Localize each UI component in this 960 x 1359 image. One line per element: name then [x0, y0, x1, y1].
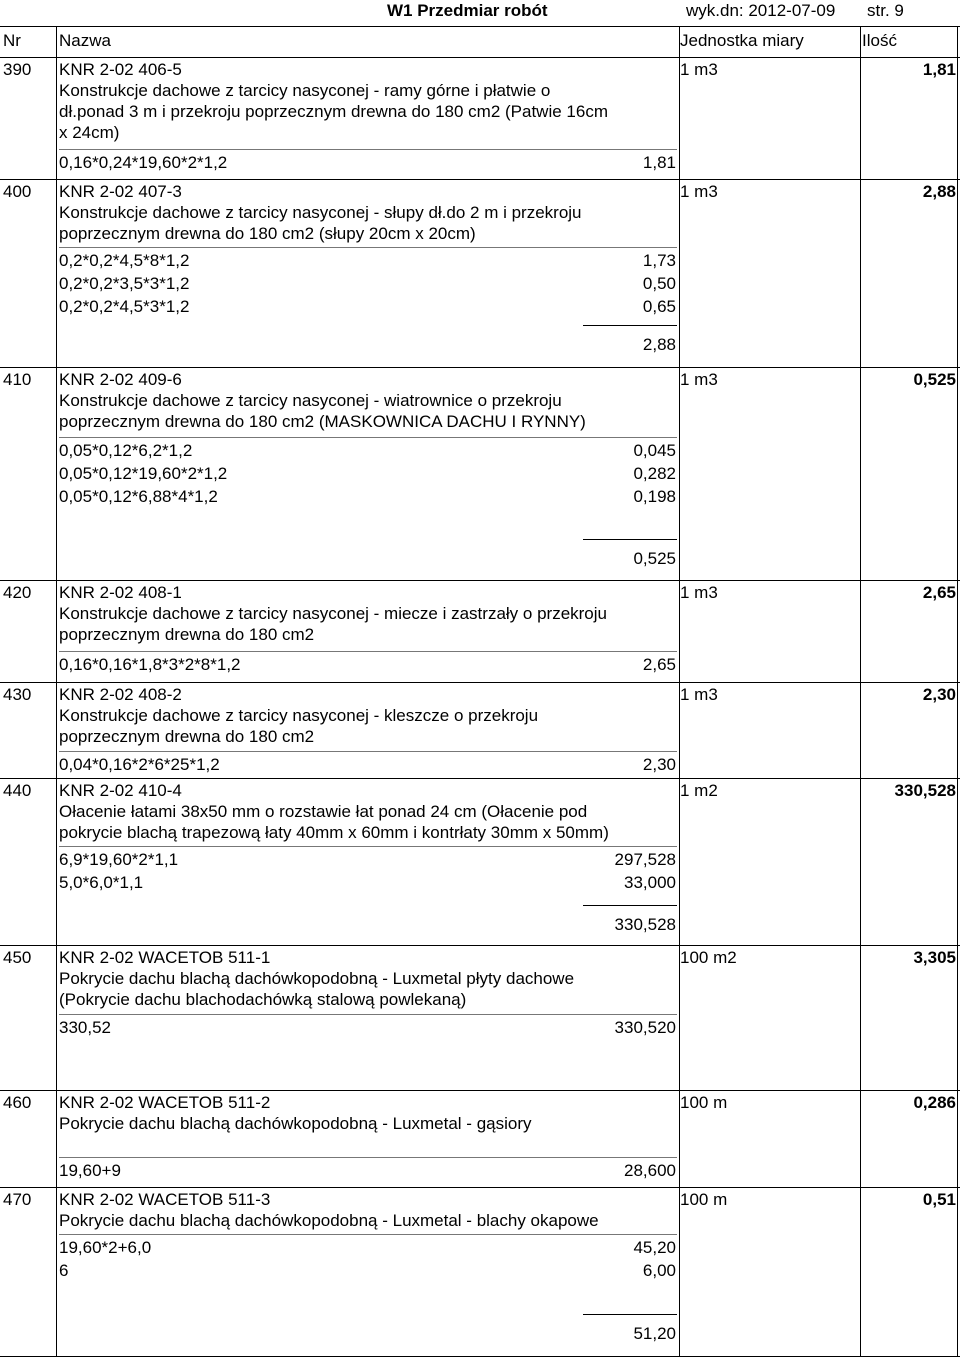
item-number: 460	[3, 1093, 32, 1112]
calculation-value: 297,528	[614, 850, 676, 869]
column-divider	[56, 179, 57, 367]
calculation-value: 0,50	[642, 274, 676, 293]
column-header-nr: Nr	[3, 31, 21, 50]
column-divider	[860, 682, 861, 778]
item-description-line: Konstrukcje dachowe z tarcicy nasyconej - słupy dł.do 2 m i przekroju	[59, 203, 582, 222]
column-divider	[679, 367, 680, 580]
row-rule	[0, 367, 960, 368]
item-code: KNR 2-02 407-3	[59, 182, 182, 201]
column-divider	[679, 1187, 680, 1356]
sum-rule	[583, 325, 677, 326]
item-description-line: x 24cm)	[59, 123, 120, 142]
item-unit: 1 m3	[680, 182, 718, 201]
calculation-expression: 0,05*0,12*19,60*2*1,2	[59, 464, 228, 483]
item-code: KNR 2-02 410-4	[59, 781, 182, 800]
column-divider	[679, 57, 680, 179]
header-divider	[679, 26, 680, 57]
item-unit: 100 m	[680, 1190, 728, 1209]
column-divider	[679, 179, 680, 367]
calculation-value: 45,20	[633, 1238, 676, 1257]
column-divider	[860, 179, 861, 367]
item-code: KNR 2-02 408-1	[59, 583, 182, 602]
column-divider	[679, 945, 680, 1090]
row-rule	[0, 778, 960, 779]
column-divider	[679, 1090, 680, 1187]
calculation-expression: 0,2*0,2*4,5*3*1,2	[59, 297, 190, 316]
item-code: KNR 2-02 WACETOB 511-3	[59, 1190, 271, 1209]
item-description-line: dł.ponad 3 m i przekroju poprzecznym drewna do 180 cm2 (Patwie 16cm	[59, 102, 608, 121]
item-unit: 1 m2	[680, 781, 718, 800]
item-quantity: 1,81	[922, 60, 956, 79]
calculation-value: 330,520	[614, 1018, 676, 1037]
calculation-separator	[59, 1234, 677, 1235]
column-divider	[957, 778, 958, 945]
column-divider	[957, 1187, 958, 1356]
calculation-value: 1,73	[642, 251, 676, 270]
column-divider	[860, 1090, 861, 1187]
item-description-line: pokrycie blachą trapezową łaty 40mm x 60mm i kontrłaty 30mm x 50mm)	[59, 823, 609, 842]
item-description-line: Ołacenie łatami 38x50 mm o rozstawie łat ponad 24 cm (Ołacenie pod	[59, 802, 588, 821]
header-divider	[957, 26, 958, 57]
column-divider	[860, 778, 861, 945]
column-divider	[860, 945, 861, 1090]
column-divider	[56, 57, 57, 179]
header-divider	[860, 26, 861, 57]
item-description-line: poprzecznym drewna do 180 cm2 (słupy 20cm x 20cm)	[59, 224, 476, 243]
item-unit: 1 m3	[680, 60, 718, 79]
column-divider	[56, 1187, 57, 1356]
calculation-value: 0,198	[633, 487, 676, 506]
item-quantity: 0,525	[913, 370, 956, 389]
calculation-value: 33,000	[624, 873, 676, 892]
item-description-line: Pokrycie dachu blachą dachówkopodobną - Luxmetal - blachy okapowe	[59, 1211, 599, 1230]
calculation-value: 1,81	[642, 153, 676, 172]
item-quantity: 3,305	[913, 948, 956, 967]
row-rule	[0, 1090, 960, 1091]
item-number: 400	[3, 182, 32, 201]
calculation-separator	[59, 1157, 677, 1158]
column-header-qty: Ilość	[862, 31, 897, 50]
item-description-line: poprzecznym drewna do 180 cm2 (MASKOWNICA DACHU I RYNNY)	[59, 412, 586, 431]
column-divider	[957, 367, 958, 580]
item-description-line: Konstrukcje dachowe z tarcicy nasyconej - kleszcze o przekroju	[59, 706, 539, 725]
column-header-unit: Jednostka miary	[680, 31, 804, 50]
calculation-expression: 0,05*0,12*6,88*4*1,2	[59, 487, 218, 506]
item-quantity: 2,88	[922, 182, 956, 201]
calculation-value: 28,600	[624, 1161, 676, 1180]
calculation-value: 2,65	[642, 655, 676, 674]
item-description-line: Konstrukcje dachowe z tarcicy nasyconej - ramy górne i płatwie o	[59, 81, 551, 100]
item-number: 390	[3, 60, 32, 79]
calculation-expression: 6	[59, 1261, 69, 1280]
calculation-separator	[59, 437, 677, 438]
calculation-separator	[59, 1014, 677, 1015]
column-divider	[957, 682, 958, 778]
item-code: KNR 2-02 408-2	[59, 685, 182, 704]
item-quantity: 2,30	[922, 685, 956, 704]
calculation-sum: 0,525	[633, 549, 676, 568]
column-divider	[679, 778, 680, 945]
calculation-expression: 0,05*0,12*6,2*1,2	[59, 441, 193, 460]
item-quantity: 2,65	[922, 583, 956, 602]
item-description-line: Konstrukcje dachowe z tarcicy nasyconej - wiatrownice o przekroju	[59, 391, 562, 410]
calculation-expression: 0,2*0,2*4,5*8*1,2	[59, 251, 190, 270]
item-number: 470	[3, 1190, 32, 1209]
item-code: KNR 2-02 409-6	[59, 370, 182, 389]
row-rule	[0, 1356, 960, 1357]
sum-rule	[583, 1314, 677, 1315]
calculation-sum: 51,20	[633, 1324, 676, 1343]
column-divider	[957, 179, 958, 367]
row-rule	[0, 945, 960, 946]
item-number: 410	[3, 370, 32, 389]
calculation-expression: 5,0*6,0*1,1	[59, 873, 144, 892]
item-description-line: poprzecznym drewna do 180 cm2	[59, 727, 315, 746]
page-number: str. 9	[867, 1, 904, 20]
calculation-value: 6,00	[642, 1261, 676, 1280]
sum-rule	[583, 539, 677, 540]
row-rule	[0, 682, 960, 683]
column-divider	[957, 945, 958, 1090]
calculation-expression: 0,16*0,16*1,8*3*2*8*1,2	[59, 655, 241, 674]
document-date: wyk.dn: 2012-07-09	[686, 1, 836, 20]
calculation-expression: 19,60+9	[59, 1161, 121, 1180]
column-divider	[56, 778, 57, 945]
row-rule	[0, 179, 960, 180]
row-rule	[0, 1187, 960, 1188]
calculation-separator	[59, 846, 677, 847]
column-divider	[860, 367, 861, 580]
column-divider	[56, 1090, 57, 1187]
item-quantity: 0,51	[922, 1190, 956, 1209]
calculation-separator	[59, 751, 677, 752]
column-divider	[679, 580, 680, 682]
column-divider	[957, 580, 958, 682]
item-unit: 100 m	[680, 1093, 728, 1112]
column-divider	[860, 1187, 861, 1356]
column-divider	[957, 1090, 958, 1187]
item-description-line: (Pokrycie dachu blachodachówką stalową powlekaną)	[59, 990, 467, 1009]
calculation-sum: 2,88	[642, 335, 676, 354]
item-number: 450	[3, 948, 32, 967]
document-title: W1 Przedmiar robót	[387, 1, 548, 20]
column-divider	[56, 945, 57, 1090]
column-divider	[957, 57, 958, 179]
column-divider	[56, 580, 57, 682]
calculation-separator	[59, 149, 677, 150]
column-header-name: Nazwa	[59, 31, 111, 50]
calculation-expression: 330,52	[59, 1018, 111, 1037]
item-description-line: Pokrycie dachu blachą dachówkopodobną - Luxmetal - gąsiory	[59, 1114, 532, 1133]
item-description-line: Pokrycie dachu blachą dachówkopodobną - Luxmetal płyty dachowe	[59, 969, 575, 988]
item-unit: 100 m2	[680, 948, 737, 967]
calculation-value: 0,045	[633, 441, 676, 460]
calculation-separator	[59, 247, 677, 248]
item-code: KNR 2-02 WACETOB 511-2	[59, 1093, 271, 1112]
item-number: 440	[3, 781, 32, 800]
column-divider	[56, 367, 57, 580]
header-divider	[56, 26, 57, 57]
calculation-expression: 19,60*2+6,0	[59, 1238, 152, 1257]
item-description-line: Konstrukcje dachowe z tarcicy nasyconej - miecze i zastrzały o przekroju	[59, 604, 607, 623]
item-quantity: 0,286	[913, 1093, 956, 1112]
item-description-line: poprzecznym drewna do 180 cm2	[59, 625, 315, 644]
calculation-expression: 0,04*0,16*2*6*25*1,2	[59, 755, 220, 774]
column-divider	[679, 682, 680, 778]
item-code: KNR 2-02 WACETOB 511-1	[59, 948, 271, 967]
calculation-expression: 0,16*0,24*19,60*2*1,2	[59, 153, 228, 172]
item-unit: 1 m3	[680, 370, 718, 389]
item-code: KNR 2-02 406-5	[59, 60, 182, 79]
calculation-sum: 330,528	[614, 915, 676, 934]
calculation-expression: 0,2*0,2*3,5*3*1,2	[59, 274, 190, 293]
calculation-value: 0,282	[633, 464, 676, 483]
item-number: 430	[3, 685, 32, 704]
item-unit: 1 m3	[680, 685, 718, 704]
sum-rule	[583, 905, 677, 906]
column-divider	[56, 682, 57, 778]
item-number: 420	[3, 583, 32, 602]
calculation-value: 2,30	[642, 755, 676, 774]
row-rule	[0, 580, 960, 581]
header-rule	[0, 57, 960, 58]
column-divider	[860, 57, 861, 179]
column-divider	[860, 580, 861, 682]
top-rule	[0, 26, 960, 27]
calculation-expression: 6,9*19,60*2*1,1	[59, 850, 179, 869]
item-unit: 1 m3	[680, 583, 718, 602]
item-quantity: 330,528	[894, 781, 956, 800]
calculation-separator	[59, 651, 677, 652]
calculation-value: 0,65	[642, 297, 676, 316]
